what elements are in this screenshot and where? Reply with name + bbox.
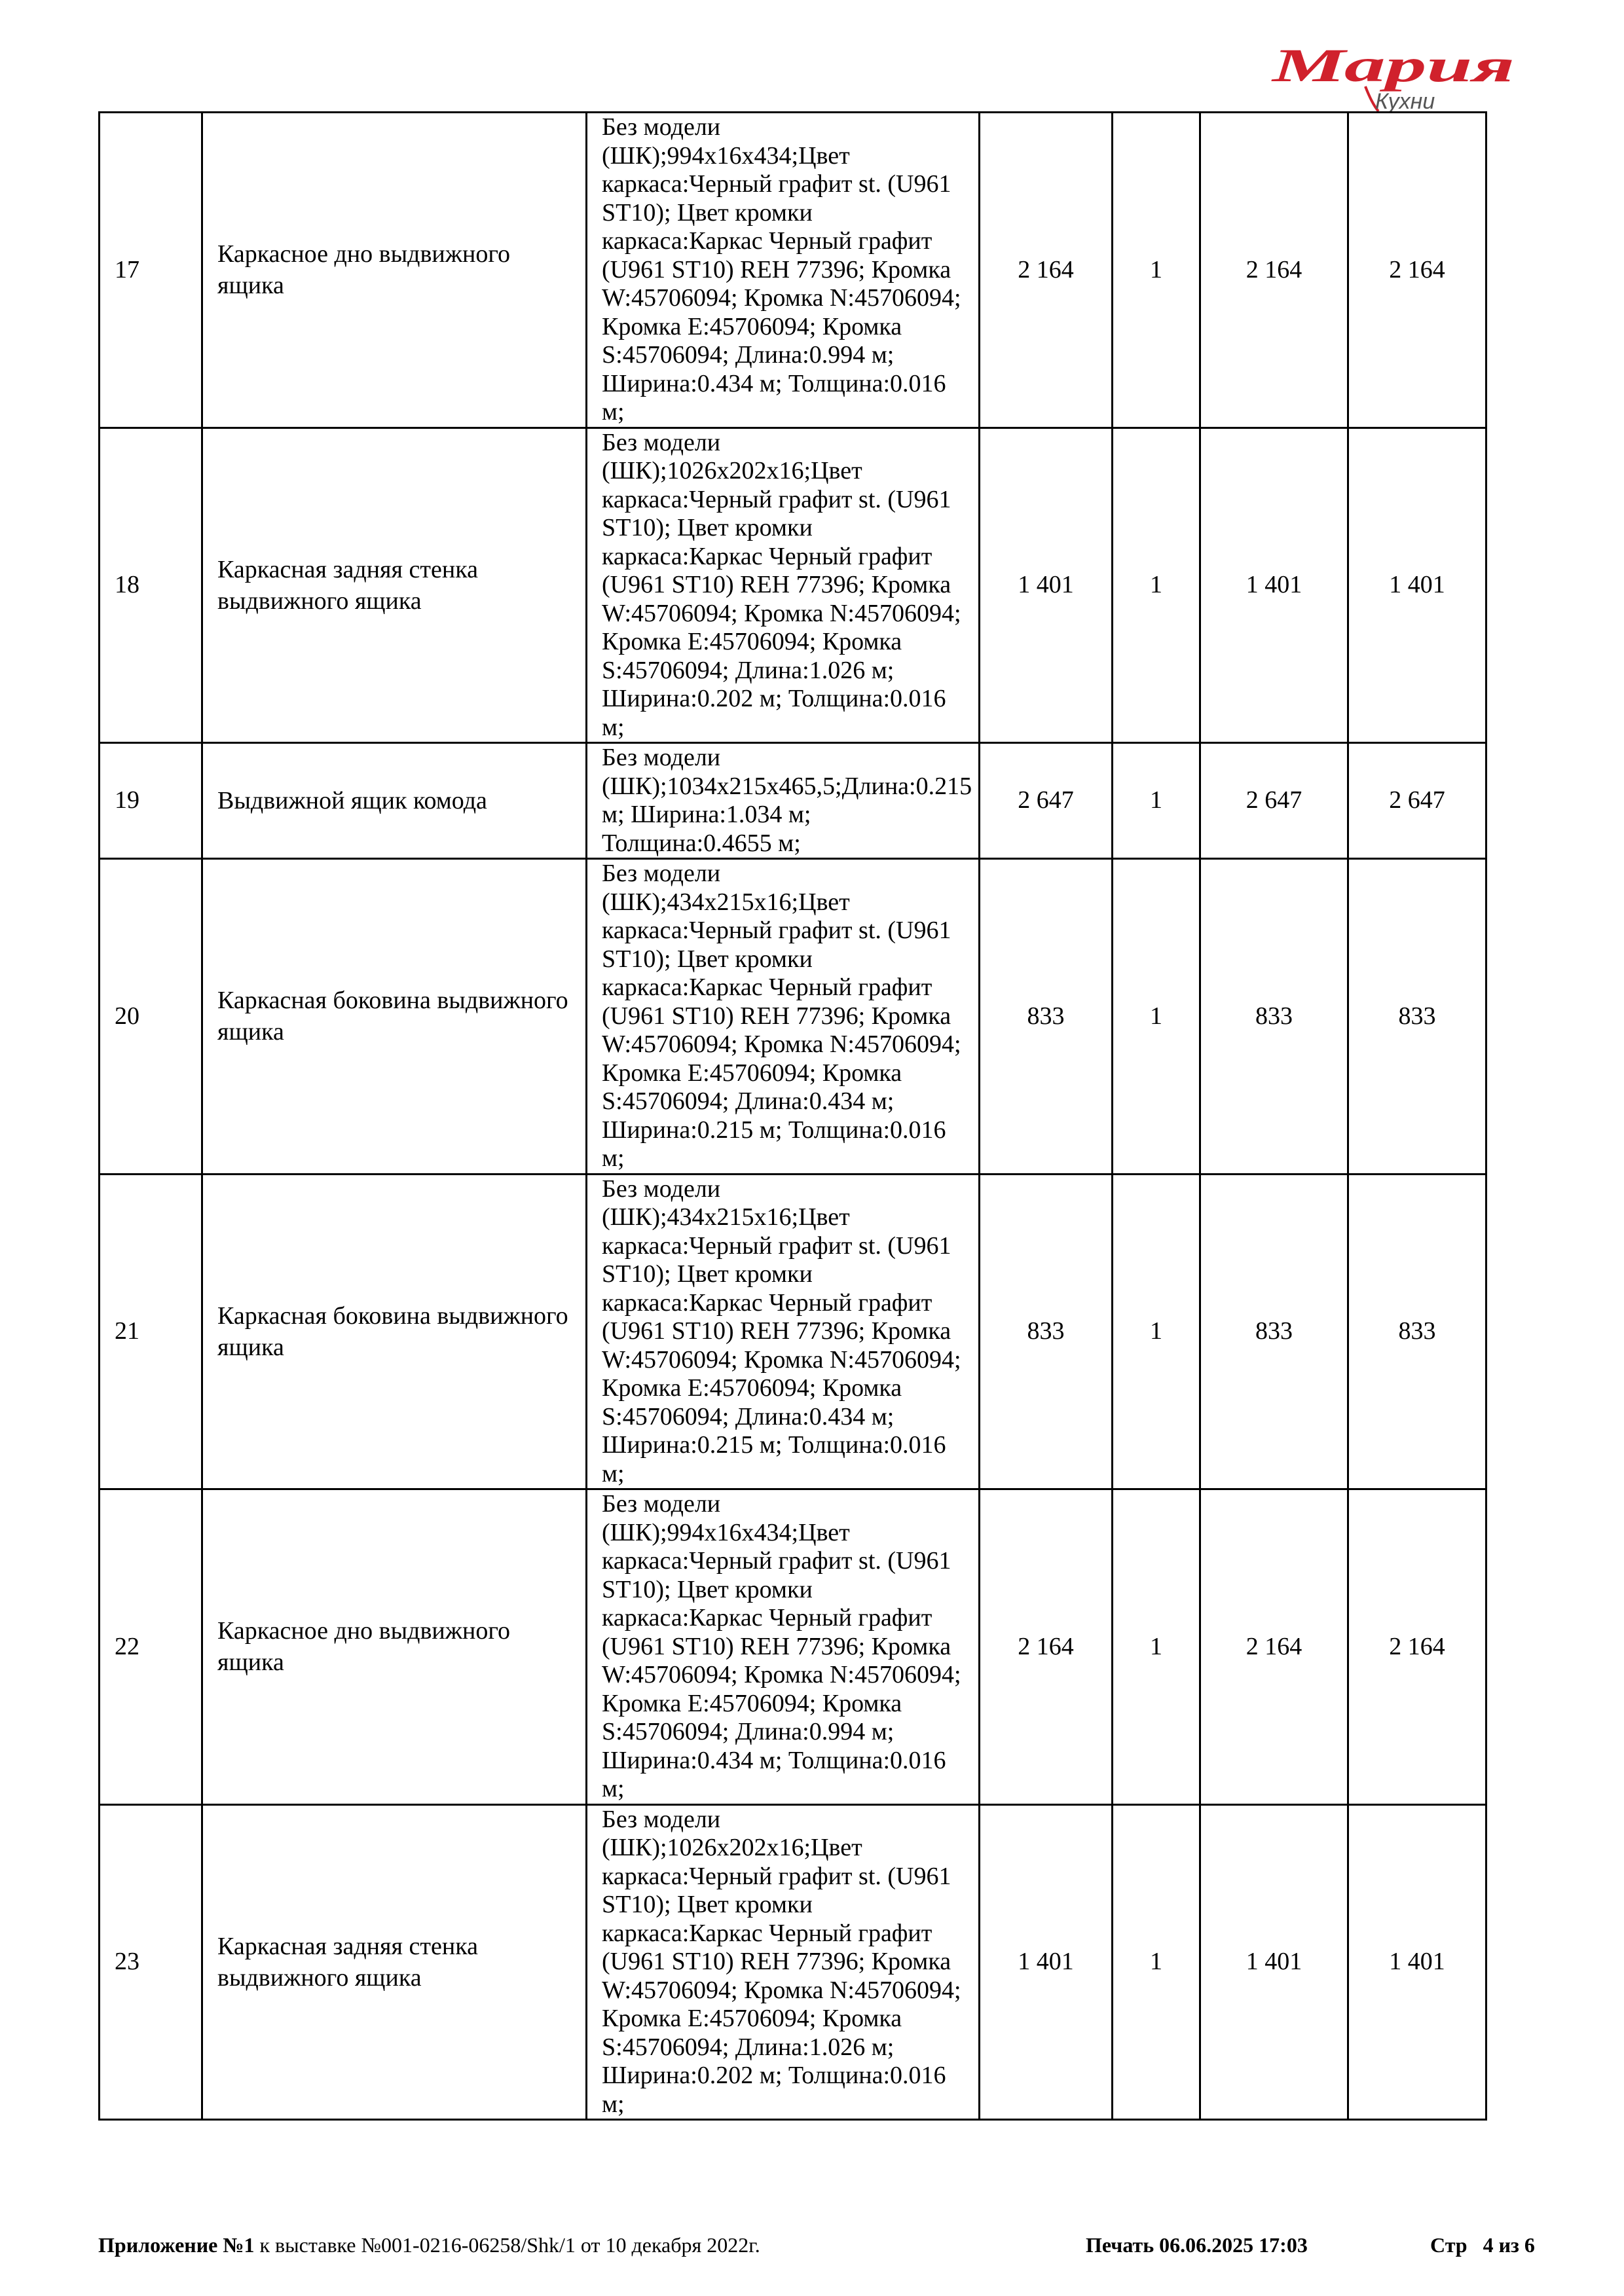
table-row (100, 1174, 1486, 1489)
row-number: 22 (100, 1489, 202, 1805)
table-row (100, 743, 1486, 859)
item-name: Каркасное дно выдвижного ящика (202, 113, 587, 428)
item-price: 2 647 (980, 743, 1113, 859)
item-description: Без модели (ШК);434x215x16;Цвет каркаса:Черный графит st. (U961 ST10); Цвет кромки каркаса:Каркас Черный графит (U961 ST10) REH 77396; Кромка W:45706094; Кромка N:45706094; Кромка E:45706094; Кромка S:45706094; Длина:0.434 м; Ширина:0.215 м; Толщина:0.016 м; (587, 1174, 980, 1489)
item-total: 833 (1348, 1174, 1486, 1489)
item-name: Каркасная боковина выдвижного ящика (202, 1174, 587, 1489)
appendix-text: к выставке №001-0216-06258/Shk/1 от 10 декабря 2022г. (254, 2233, 760, 2257)
item-total: 2 164 (1348, 113, 1486, 428)
item-name: Выдвижной ящик комода (202, 743, 587, 859)
item-sum: 2 164 (1200, 1489, 1348, 1805)
item-price: 2 164 (980, 1489, 1113, 1805)
row-number: 23 (100, 1804, 202, 2120)
item-quantity: 1 (1113, 859, 1200, 1175)
footer-page-number (1430, 2233, 1535, 2257)
item-quantity: 1 (1113, 113, 1200, 428)
row-number: 21 (100, 1174, 202, 1489)
footer-print-date: Печать 06.06.2025 17:03 (1086, 2233, 1308, 2257)
item-total: 1 401 (1348, 428, 1486, 743)
item-price: 1 401 (980, 1804, 1113, 2120)
item-description: Без модели (ШК);994x16x434;Цвет каркаса:Черный графит st. (U961 ST10); Цвет кромки каркаса:Каркас Черный графит (U961 ST10) REH 77396; Кромка W:45706094; Кромка N:45706094; Кромка E:45706094; Кромка S:45706094; Длина:0.994 м; Ширина:0.434 м; Толщина:0.016 м; (587, 1489, 980, 1805)
item-description: Без модели (ШК);434x215x16;Цвет каркаса:Черный графит st. (U961 ST10); Цвет кромки каркаса:Каркас Черный графит (U961 ST10) REH 77396; Кромка W:45706094; Кромка N:45706094; Кромка E:45706094; Кромка S:45706094; Длина:0.434 м; Ширина:0.215 м; Толщина:0.016 м; (587, 859, 980, 1175)
item-total: 2 647 (1348, 743, 1486, 859)
item-quantity: 1 (1113, 1174, 1200, 1489)
page-label: Стр (1430, 2233, 1467, 2257)
item-name: Каркасная задняя стенка выдвижного ящика (202, 1804, 587, 2120)
item-sum: 2 164 (1200, 113, 1348, 428)
item-description: Без модели (ШК);994x16x434;Цвет каркаса:Черный графит st. (U961 ST10); Цвет кромки каркаса:Каркас Черный графит (U961 ST10) REH 77396; Кромка W:45706094; Кромка N:45706094; Кромка E:45706094; Кромка S:45706094; Длина:0.994 м; Ширина:0.434 м; Толщина:0.016 м; (587, 113, 980, 428)
row-number: 20 (100, 859, 202, 1175)
item-sum: 2 647 (1200, 743, 1348, 859)
row-number: 19 (100, 743, 202, 859)
svg-text:Кухни: Кухни (1375, 89, 1435, 114)
item-total: 1 401 (1348, 1804, 1486, 2120)
items-table (98, 111, 1487, 2121)
table-row (100, 428, 1486, 743)
appendix-label: Приложение №1 (98, 2233, 255, 2257)
item-description: Без модели (ШК);1026x202x16;Цвет каркаса:Черный графит st. (U961 ST10); Цвет кромки каркаса:Каркас Черный графит (U961 ST10) REH 77396; Кромка W:45706094; Кромка N:45706094; Кромка E:45706094; Кромка S:45706094; Длина:1.026 м; Ширина:0.202 м; Толщина:0.016 м; (587, 428, 980, 743)
footer-appendix (98, 2233, 760, 2257)
brand-logo-mark (1267, 41, 1522, 114)
item-total: 2 164 (1348, 1489, 1486, 1805)
item-price: 2 164 (980, 113, 1113, 428)
items-table-body (100, 113, 1486, 2120)
item-price: 833 (980, 859, 1113, 1175)
table-row (100, 859, 1486, 1175)
item-name: Каркасная задняя стенка выдвижного ящика (202, 428, 587, 743)
item-price: 1 401 (980, 428, 1113, 743)
item-description: Без модели (ШК);1034x215x465,5;Длина:0.215 м; Ширина:1.034 м; Толщина:0.4655 м; (587, 743, 980, 859)
table-row (100, 1489, 1486, 1805)
item-sum: 833 (1200, 1174, 1348, 1489)
item-sum: 833 (1200, 859, 1348, 1175)
item-name: Каркасное дно выдвижного ящика (202, 1489, 587, 1805)
item-sum: 1 401 (1200, 1804, 1348, 2120)
svg-text:Мария: Мария (1271, 41, 1515, 92)
row-number: 17 (100, 113, 202, 428)
page-value: 4 из 6 (1483, 2233, 1535, 2257)
item-quantity: 1 (1113, 1489, 1200, 1805)
brand-logo (1267, 41, 1522, 114)
item-sum: 1 401 (1200, 428, 1348, 743)
table-row (100, 1804, 1486, 2120)
table-row (100, 113, 1486, 428)
item-quantity: 1 (1113, 1804, 1200, 2120)
item-name: Каркасная боковина выдвижного ящика (202, 859, 587, 1175)
item-description: Без модели (ШК);1026x202x16;Цвет каркаса:Черный графит st. (U961 ST10); Цвет кромки каркаса:Каркас Черный графит (U961 ST10) REH 77396; Кромка W:45706094; Кромка N:45706094; Кромка E:45706094; Кромка S:45706094; Длина:1.026 м; Ширина:0.202 м; Толщина:0.016 м; (587, 1804, 980, 2120)
item-quantity: 1 (1113, 743, 1200, 859)
item-quantity: 1 (1113, 428, 1200, 743)
item-price: 833 (980, 1174, 1113, 1489)
row-number: 18 (100, 428, 202, 743)
item-total: 833 (1348, 859, 1486, 1175)
